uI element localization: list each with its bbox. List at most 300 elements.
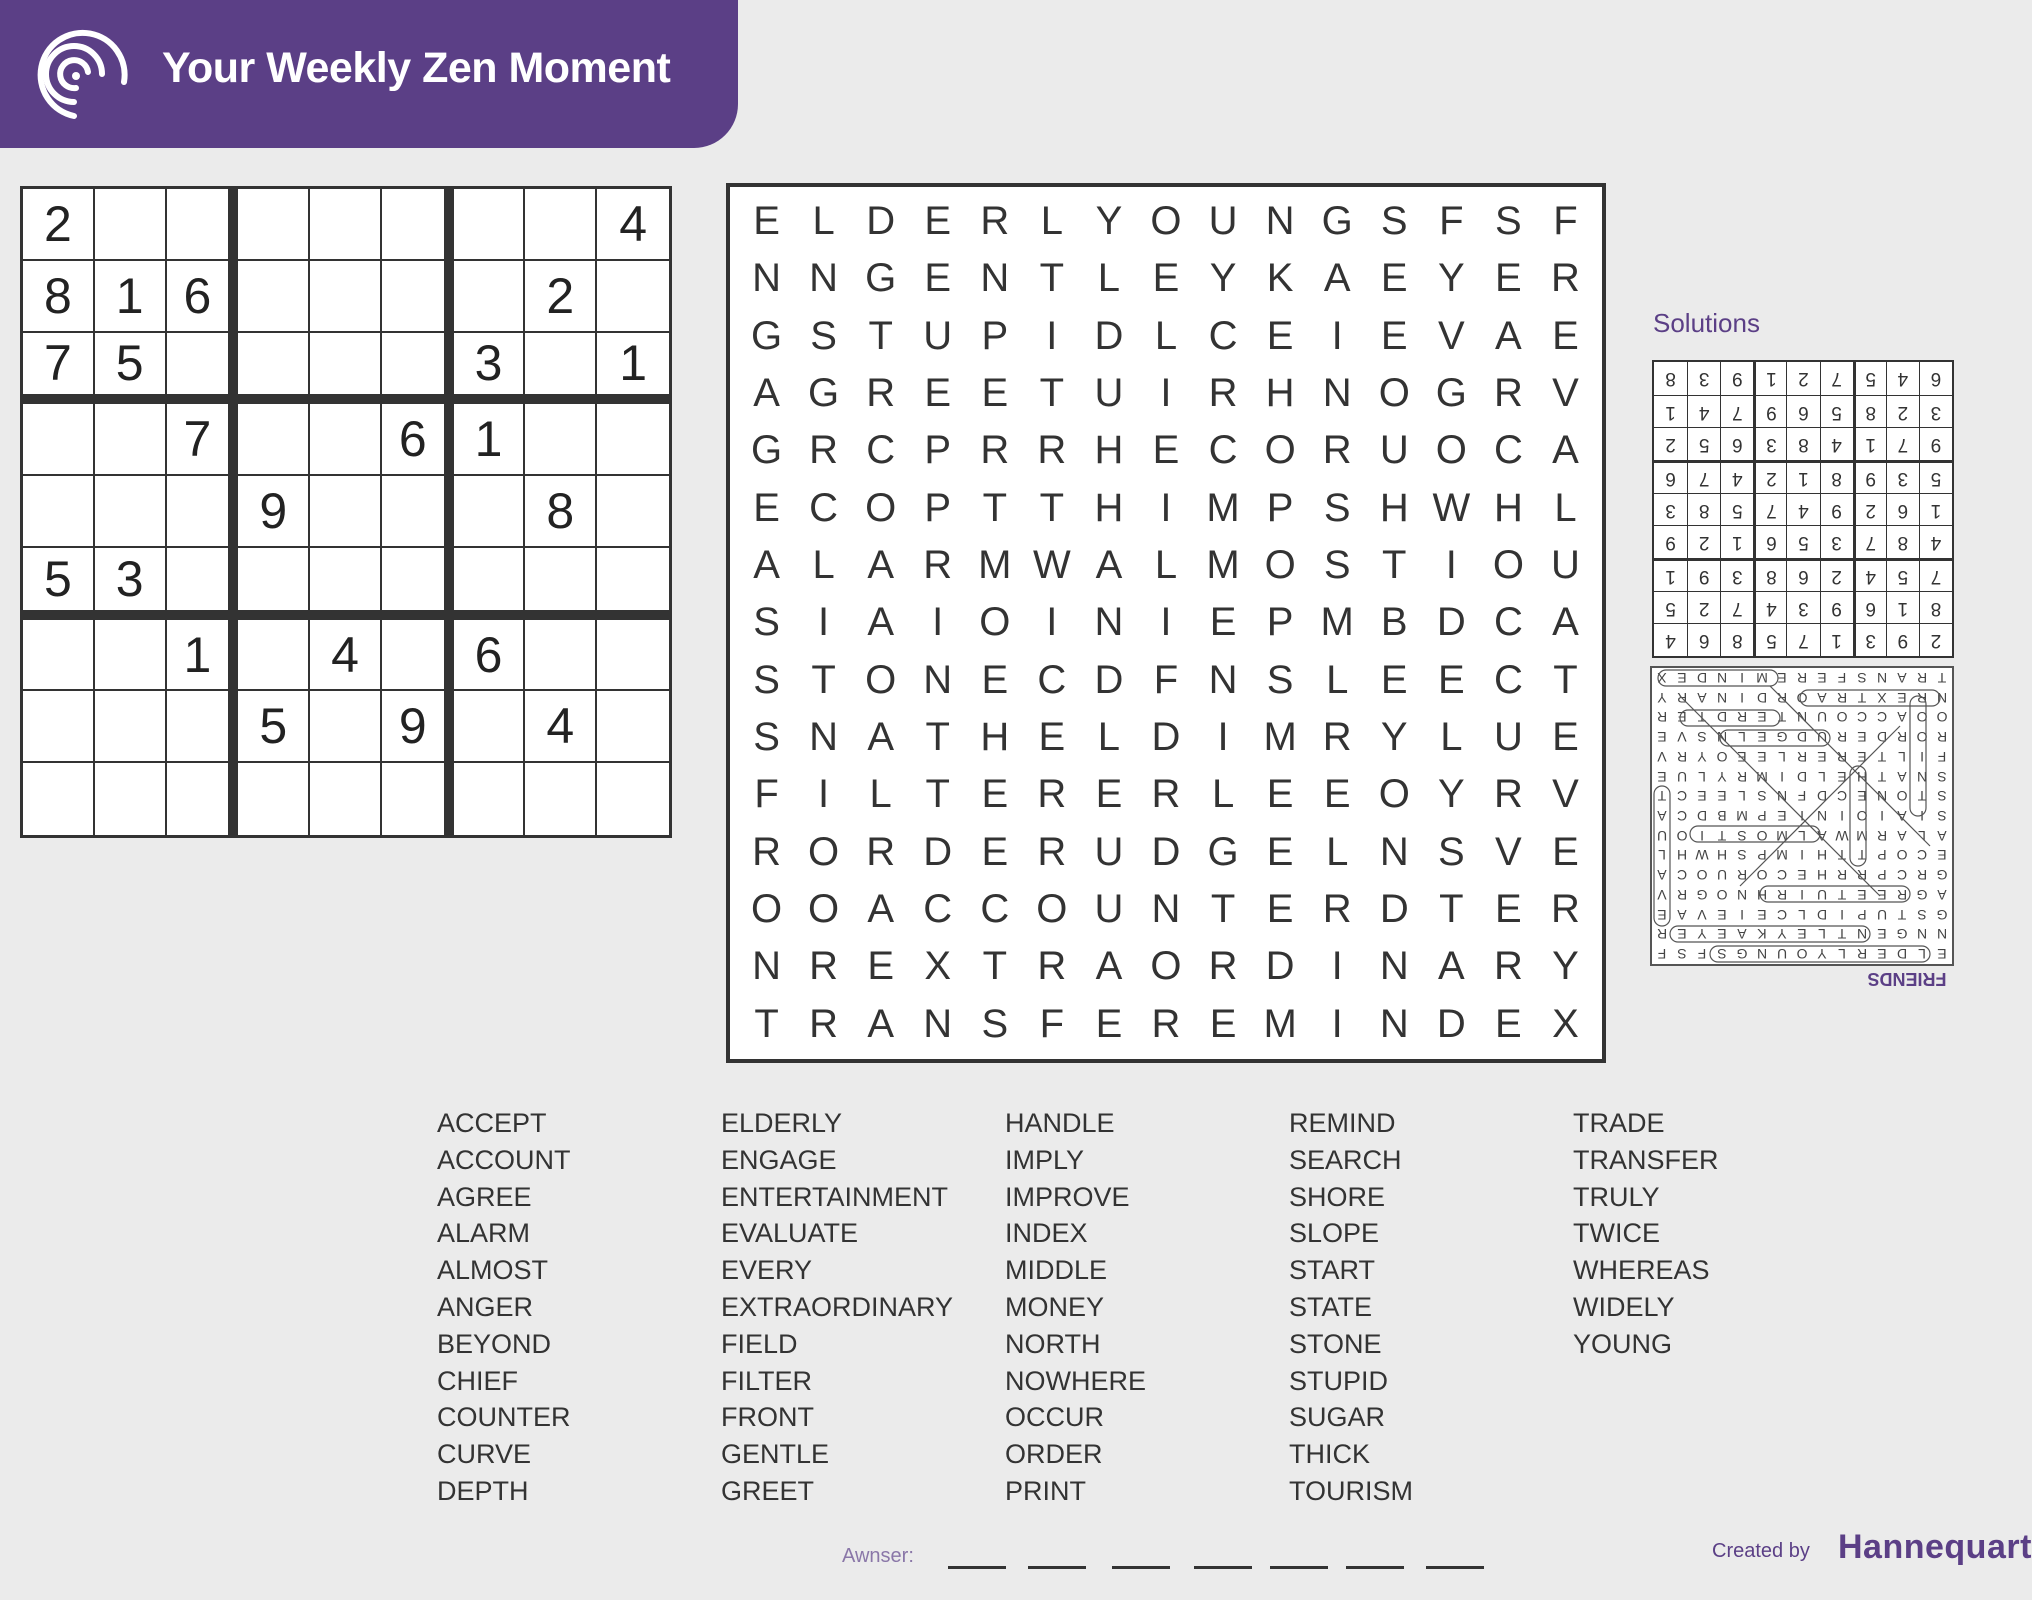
letter-cell[interactable]: R: [1322, 887, 1352, 932]
letter-cell[interactable]: T: [925, 772, 950, 817]
letter-cell[interactable]: A: [1323, 256, 1351, 301]
sudoku-cell[interactable]: [95, 763, 167, 835]
sudoku-cell[interactable]: [167, 333, 239, 405]
letter-cell[interactable]: A: [867, 887, 894, 932]
letter-cell[interactable]: L: [1554, 485, 1577, 530]
answer-letter-blank[interactable]: [1194, 1566, 1252, 1569]
letter-cell[interactable]: D: [866, 199, 896, 244]
letter-cell[interactable]: E: [1552, 715, 1579, 760]
answer-letter-blank[interactable]: [1346, 1566, 1404, 1569]
sudoku-cell[interactable]: [95, 691, 167, 763]
letter-cell[interactable]: V: [1495, 829, 1522, 874]
letter-cell[interactable]: A: [1552, 428, 1579, 473]
sudoku-cell[interactable]: [382, 763, 454, 835]
letter-cell[interactable]: O: [750, 887, 783, 932]
letter-cell[interactable]: Y: [1209, 256, 1237, 301]
letter-cell[interactable]: E: [1552, 829, 1579, 874]
letter-cell[interactable]: R: [1551, 887, 1580, 932]
letter-cell[interactable]: E: [1266, 772, 1294, 817]
sudoku-cell[interactable]: 2: [525, 261, 597, 333]
answer-letter-blank[interactable]: [1028, 1566, 1086, 1569]
letter-cell[interactable]: V: [1437, 313, 1465, 358]
letter-cell[interactable]: D: [1094, 313, 1124, 358]
letter-cell[interactable]: N: [980, 256, 1010, 301]
sudoku-cell[interactable]: [382, 476, 454, 548]
letter-cell[interactable]: G: [750, 313, 783, 358]
letter-cell[interactable]: E: [1380, 313, 1408, 358]
sudoku-cell[interactable]: 4: [597, 189, 669, 261]
letter-cell[interactable]: I: [1331, 313, 1343, 358]
letter-cell[interactable]: S: [1380, 199, 1408, 244]
letter-cell[interactable]: E: [1495, 256, 1522, 301]
letter-cell[interactable]: N: [752, 944, 781, 989]
sudoku-cell[interactable]: [167, 763, 239, 835]
letter-cell[interactable]: I: [1445, 543, 1457, 588]
letter-cell[interactable]: Y: [1437, 256, 1465, 301]
letter-cell[interactable]: L: [1097, 715, 1121, 760]
sudoku-cell[interactable]: [310, 261, 382, 333]
sudoku-cell[interactable]: [454, 476, 526, 548]
letter-cell[interactable]: R: [1208, 371, 1238, 416]
letter-cell[interactable]: H: [1094, 428, 1124, 473]
letter-cell[interactable]: E: [981, 371, 1009, 416]
letter-cell[interactable]: O: [1435, 428, 1467, 473]
letter-cell[interactable]: D: [1151, 829, 1181, 874]
sudoku-cell[interactable]: [310, 548, 382, 620]
letter-cell[interactable]: A: [867, 543, 894, 588]
letter-cell[interactable]: A: [867, 715, 894, 760]
letter-cell[interactable]: I: [818, 772, 830, 817]
sudoku-cell[interactable]: [95, 476, 167, 548]
letter-cell[interactable]: T: [754, 1001, 779, 1046]
letter-cell[interactable]: O: [1378, 371, 1410, 416]
letter-cell[interactable]: Y: [1380, 715, 1408, 760]
letter-cell[interactable]: R: [866, 371, 896, 416]
sudoku-cell[interactable]: [454, 691, 526, 763]
letter-cell[interactable]: E: [1266, 829, 1294, 874]
letter-cell[interactable]: E: [1209, 600, 1237, 645]
letter-cell[interactable]: E: [924, 199, 952, 244]
sudoku-cell[interactable]: [238, 189, 310, 261]
letter-cell[interactable]: T: [1039, 485, 1065, 530]
letter-cell[interactable]: R: [1037, 428, 1067, 473]
letter-cell[interactable]: L: [1326, 829, 1349, 874]
sudoku-cell[interactable]: 1: [597, 333, 669, 405]
sudoku-cell[interactable]: [310, 404, 382, 476]
letter-cell[interactable]: P: [924, 485, 952, 530]
sudoku-cell[interactable]: [23, 691, 95, 763]
letter-cell[interactable]: E: [924, 256, 952, 301]
letter-cell[interactable]: S: [1323, 543, 1351, 588]
letter-cell[interactable]: R: [923, 543, 953, 588]
letter-cell[interactable]: A: [1552, 600, 1579, 645]
letter-cell[interactable]: L: [812, 543, 835, 588]
sudoku-cell[interactable]: [95, 404, 167, 476]
letter-cell[interactable]: M: [1263, 1001, 1297, 1046]
letter-cell[interactable]: A: [753, 543, 780, 588]
letter-cell[interactable]: F: [1039, 1001, 1065, 1046]
letter-cell[interactable]: N: [1379, 1001, 1409, 1046]
sudoku-cell[interactable]: [310, 333, 382, 405]
letter-cell[interactable]: O: [979, 600, 1011, 645]
letter-cell[interactable]: S: [1437, 829, 1465, 874]
letter-cell[interactable]: R: [809, 1001, 839, 1046]
letter-cell[interactable]: R: [1151, 1001, 1181, 1046]
letter-cell[interactable]: N: [1379, 944, 1409, 989]
letter-cell[interactable]: U: [1208, 199, 1238, 244]
letter-cell[interactable]: D: [1436, 1001, 1466, 1046]
sudoku-cell[interactable]: [382, 548, 454, 620]
letter-cell[interactable]: N: [1151, 887, 1181, 932]
letter-cell[interactable]: C: [980, 887, 1010, 932]
letter-cell[interactable]: E: [1038, 715, 1066, 760]
letter-cell[interactable]: G: [808, 371, 840, 416]
letter-cell[interactable]: E: [753, 199, 780, 244]
letter-cell[interactable]: O: [1492, 543, 1524, 588]
letter-cell[interactable]: D: [1265, 944, 1295, 989]
letter-cell[interactable]: C: [809, 485, 839, 530]
letter-cell[interactable]: P: [981, 313, 1009, 358]
letter-cell[interactable]: T: [1553, 657, 1578, 702]
sudoku-cell[interactable]: [23, 404, 95, 476]
letter-cell[interactable]: V: [1552, 371, 1579, 416]
letter-cell[interactable]: C: [1493, 428, 1523, 473]
letter-cell[interactable]: G: [750, 428, 783, 473]
letter-cell[interactable]: E: [1323, 772, 1351, 817]
sudoku-cell[interactable]: [95, 620, 167, 692]
sudoku-cell[interactable]: 2: [23, 189, 95, 261]
letter-cell[interactable]: Y: [1552, 944, 1579, 989]
letter-cell[interactable]: O: [808, 887, 840, 932]
letter-cell[interactable]: I: [1046, 600, 1058, 645]
letter-cell[interactable]: C: [1493, 657, 1523, 702]
sudoku-cell[interactable]: [525, 620, 597, 692]
letter-cell[interactable]: U: [1094, 887, 1124, 932]
letter-cell[interactable]: D: [1436, 600, 1466, 645]
letter-cell[interactable]: C: [1037, 657, 1067, 702]
letter-cell[interactable]: R: [1493, 772, 1523, 817]
sudoku-cell[interactable]: [525, 333, 597, 405]
letter-cell[interactable]: G: [865, 256, 897, 301]
letter-cell[interactable]: A: [1437, 944, 1465, 989]
sudoku-cell[interactable]: [310, 189, 382, 261]
letter-cell[interactable]: U: [1379, 428, 1409, 473]
letter-cell[interactable]: E: [1152, 428, 1180, 473]
letter-cell[interactable]: L: [1440, 715, 1463, 760]
letter-cell[interactable]: L: [1097, 256, 1121, 301]
letter-cell[interactable]: E: [1209, 1001, 1237, 1046]
letter-cell[interactable]: N: [1322, 371, 1352, 416]
letter-cell[interactable]: L: [1211, 772, 1235, 817]
letter-cell[interactable]: E: [981, 657, 1009, 702]
sudoku-cell[interactable]: 6: [382, 404, 454, 476]
letter-cell[interactable]: P: [924, 428, 952, 473]
sudoku-cell[interactable]: [454, 189, 526, 261]
letter-cell[interactable]: D: [1379, 887, 1409, 932]
sudoku-cell[interactable]: [454, 548, 526, 620]
letter-cell[interactable]: R: [809, 428, 839, 473]
sudoku-cell[interactable]: [167, 476, 239, 548]
letter-cell[interactable]: A: [1095, 543, 1123, 588]
sudoku-cell[interactable]: [310, 763, 382, 835]
answer-blanks[interactable]: [948, 1566, 1488, 1576]
letter-cell[interactable]: O: [808, 829, 840, 874]
letter-cell[interactable]: E: [1552, 313, 1579, 358]
letter-cell[interactable]: T: [1039, 256, 1065, 301]
letter-cell[interactable]: N: [809, 715, 839, 760]
sudoku-cell[interactable]: [597, 548, 669, 620]
letter-cell[interactable]: E: [1152, 256, 1180, 301]
letter-cell[interactable]: I: [932, 600, 944, 645]
letter-cell[interactable]: X: [1552, 1001, 1579, 1046]
letter-cell[interactable]: R: [1322, 428, 1352, 473]
letter-cell[interactable]: I: [1331, 1001, 1343, 1046]
answer-letter-blank[interactable]: [1426, 1566, 1484, 1569]
sudoku-cell[interactable]: 1: [95, 261, 167, 333]
letter-cell[interactable]: E: [1266, 887, 1294, 932]
letter-cell[interactable]: H: [1379, 485, 1409, 530]
sudoku-cell[interactable]: [23, 476, 95, 548]
sudoku-cell[interactable]: [95, 189, 167, 261]
sudoku-cell[interactable]: [597, 476, 669, 548]
letter-cell[interactable]: I: [1160, 600, 1172, 645]
letter-cell[interactable]: L: [1040, 199, 1063, 244]
letter-cell[interactable]: C: [1493, 600, 1523, 645]
sudoku-cell[interactable]: [382, 189, 454, 261]
letter-cell[interactable]: T: [982, 485, 1008, 530]
letter-cell[interactable]: H: [980, 715, 1010, 760]
letter-cell[interactable]: R: [1493, 371, 1523, 416]
letter-cell[interactable]: P: [1266, 600, 1294, 645]
letter-cell[interactable]: L: [869, 772, 892, 817]
letter-cell[interactable]: S: [753, 715, 780, 760]
letter-cell[interactable]: N: [1208, 657, 1238, 702]
letter-cell[interactable]: R: [1037, 772, 1067, 817]
letter-cell[interactable]: G: [1207, 829, 1239, 874]
letter-cell[interactable]: N: [923, 1001, 953, 1046]
sudoku-cell[interactable]: [525, 763, 597, 835]
letter-cell[interactable]: O: [1264, 543, 1296, 588]
letter-cell[interactable]: L: [1326, 657, 1349, 702]
letter-cell[interactable]: G: [1435, 371, 1467, 416]
letter-cell[interactable]: G: [1321, 199, 1353, 244]
sudoku-cell[interactable]: [23, 763, 95, 835]
letter-cell[interactable]: X: [924, 944, 952, 989]
letter-cell[interactable]: R: [1551, 256, 1580, 301]
sudoku-cell[interactable]: [597, 404, 669, 476]
letter-cell[interactable]: E: [1095, 1001, 1123, 1046]
sudoku-cell[interactable]: 4: [310, 620, 382, 692]
sudoku-cell[interactable]: [525, 404, 597, 476]
letter-cell[interactable]: E: [867, 944, 894, 989]
sudoku-cell[interactable]: [238, 548, 310, 620]
letter-cell[interactable]: K: [1266, 256, 1294, 301]
letter-cell[interactable]: R: [809, 944, 839, 989]
sudoku-cell[interactable]: [597, 620, 669, 692]
letter-cell[interactable]: H: [1493, 485, 1523, 530]
letter-cell[interactable]: T: [1210, 887, 1236, 932]
letter-cell[interactable]: W: [1432, 485, 1471, 530]
letter-cell[interactable]: I: [818, 600, 830, 645]
sudoku-cell[interactable]: 3: [454, 333, 526, 405]
letter-cell[interactable]: R: [980, 199, 1010, 244]
letter-cell[interactable]: A: [867, 1001, 894, 1046]
sudoku-cell[interactable]: [382, 333, 454, 405]
letter-cell[interactable]: I: [1331, 944, 1343, 989]
letter-cell[interactable]: R: [752, 829, 781, 874]
letter-cell[interactable]: S: [753, 600, 780, 645]
letter-cell[interactable]: C: [923, 887, 953, 932]
sudoku-cell[interactable]: [167, 548, 239, 620]
letter-cell[interactable]: F: [1153, 657, 1179, 702]
letter-cell[interactable]: R: [1208, 944, 1238, 989]
letter-cell[interactable]: F: [1553, 199, 1578, 244]
letter-cell[interactable]: Y: [1095, 199, 1123, 244]
sudoku-cell[interactable]: [597, 261, 669, 333]
letter-cell[interactable]: O: [1378, 772, 1410, 817]
sudoku-cell[interactable]: 1: [454, 404, 526, 476]
letter-cell[interactable]: S: [810, 313, 837, 358]
sudoku-cell[interactable]: 5: [95, 333, 167, 405]
letter-cell[interactable]: T: [1439, 887, 1464, 932]
letter-cell[interactable]: U: [1094, 829, 1124, 874]
letter-cell[interactable]: T: [925, 715, 950, 760]
letter-cell[interactable]: T: [1382, 543, 1407, 588]
letter-cell[interactable]: E: [1495, 887, 1522, 932]
sudoku-cell[interactable]: [167, 691, 239, 763]
letter-cell[interactable]: M: [1206, 543, 1240, 588]
letter-cell[interactable]: R: [980, 428, 1010, 473]
letter-cell[interactable]: F: [754, 772, 779, 817]
letter-cell[interactable]: E: [1266, 313, 1294, 358]
sudoku-cell[interactable]: [238, 261, 310, 333]
letter-cell[interactable]: A: [1095, 944, 1123, 989]
letter-cell[interactable]: Y: [1437, 772, 1465, 817]
sudoku-cell[interactable]: [382, 261, 454, 333]
letter-cell[interactable]: E: [1495, 1001, 1522, 1046]
sudoku-cell[interactable]: 7: [167, 404, 239, 476]
letter-cell[interactable]: R: [1322, 715, 1352, 760]
letter-cell[interactable]: E: [981, 829, 1009, 874]
letter-cell[interactable]: R: [866, 829, 896, 874]
sudoku-cell[interactable]: [525, 189, 597, 261]
letter-cell[interactable]: E: [1095, 772, 1123, 817]
letter-cell[interactable]: P: [1266, 485, 1294, 530]
letter-cell[interactable]: O: [865, 657, 897, 702]
letter-cell[interactable]: U: [1493, 715, 1523, 760]
letter-cell[interactable]: D: [1094, 657, 1124, 702]
letter-cell[interactable]: B: [1380, 600, 1408, 645]
letter-cell[interactable]: M: [1320, 600, 1354, 645]
letter-cell[interactable]: I: [1160, 485, 1172, 530]
letter-cell[interactable]: S: [753, 657, 780, 702]
letter-cell[interactable]: S: [1323, 485, 1351, 530]
letter-cell[interactable]: L: [1154, 543, 1178, 588]
letter-cell[interactable]: N: [809, 256, 839, 301]
letter-cell[interactable]: A: [1495, 313, 1522, 358]
letter-cell[interactable]: O: [1264, 428, 1296, 473]
answer-letter-blank[interactable]: [948, 1566, 1006, 1569]
letter-cell[interactable]: N: [1094, 600, 1124, 645]
letter-cell[interactable]: A: [753, 371, 780, 416]
letter-cell[interactable]: A: [867, 600, 894, 645]
letter-cell[interactable]: O: [865, 485, 897, 530]
letter-cell[interactable]: L: [812, 199, 835, 244]
letter-cell[interactable]: S: [1495, 199, 1522, 244]
letter-cell[interactable]: I: [1046, 313, 1058, 358]
letter-cell[interactable]: S: [1266, 657, 1294, 702]
letter-cell[interactable]: C: [866, 428, 896, 473]
letter-cell[interactable]: L: [1154, 313, 1178, 358]
letter-cell[interactable]: D: [1151, 715, 1181, 760]
letter-cell[interactable]: D: [923, 829, 953, 874]
sudoku-cell[interactable]: 5: [238, 691, 310, 763]
letter-cell[interactable]: E: [753, 485, 780, 530]
letter-cell[interactable]: C: [1208, 428, 1238, 473]
letter-cell[interactable]: N: [923, 657, 953, 702]
sudoku-cell[interactable]: [597, 691, 669, 763]
letter-cell[interactable]: E: [1437, 657, 1465, 702]
sudoku-cell[interactable]: 9: [238, 476, 310, 548]
letter-cell[interactable]: H: [1265, 371, 1295, 416]
letter-cell[interactable]: S: [981, 1001, 1009, 1046]
sudoku-cell[interactable]: 8: [525, 476, 597, 548]
sudoku-cell[interactable]: 6: [454, 620, 526, 692]
sudoku-cell[interactable]: [238, 763, 310, 835]
letter-cell[interactable]: N: [1379, 829, 1409, 874]
letter-cell[interactable]: M: [978, 543, 1012, 588]
letter-cell[interactable]: N: [1265, 199, 1295, 244]
sudoku-cell[interactable]: [238, 333, 310, 405]
sudoku-cell[interactable]: [310, 691, 382, 763]
letter-cell[interactable]: T: [811, 657, 836, 702]
sudoku-cell[interactable]: [238, 620, 310, 692]
letter-cell[interactable]: O: [1150, 199, 1182, 244]
letter-cell[interactable]: E: [924, 371, 952, 416]
letter-cell[interactable]: T: [1039, 371, 1065, 416]
letter-cell[interactable]: C: [1208, 313, 1238, 358]
letter-cell[interactable]: W: [1032, 543, 1071, 588]
letter-cell[interactable]: N: [752, 256, 781, 301]
sudoku-cell[interactable]: 3: [95, 548, 167, 620]
letter-cell[interactable]: U: [1551, 543, 1580, 588]
sudoku-cell[interactable]: [525, 548, 597, 620]
sudoku-cell[interactable]: 7: [23, 333, 95, 405]
letter-cell[interactable]: I: [1160, 371, 1172, 416]
letter-cell[interactable]: R: [1151, 772, 1181, 817]
sudoku-cell[interactable]: 5: [23, 548, 95, 620]
letter-cell[interactable]: E: [981, 772, 1009, 817]
letter-cell[interactable]: E: [1380, 256, 1408, 301]
sudoku-cell[interactable]: 6: [167, 261, 239, 333]
sudoku-cell[interactable]: [454, 261, 526, 333]
sudoku-cell[interactable]: [597, 763, 669, 835]
answer-letter-blank[interactable]: [1112, 1566, 1170, 1569]
sudoku-cell[interactable]: [23, 620, 95, 692]
letter-cell[interactable]: T: [982, 944, 1008, 989]
letter-cell[interactable]: T: [868, 313, 893, 358]
letter-cell[interactable]: I: [1217, 715, 1229, 760]
letter-cell[interactable]: O: [1036, 887, 1068, 932]
sudoku-cell[interactable]: 1: [167, 620, 239, 692]
letter-cell[interactable]: E: [1380, 657, 1408, 702]
letter-cell[interactable]: M: [1263, 715, 1297, 760]
letter-cell[interactable]: O: [1150, 944, 1182, 989]
letter-cell[interactable]: F: [1439, 199, 1464, 244]
letter-cell[interactable]: V: [1552, 772, 1579, 817]
letter-cell[interactable]: U: [1094, 371, 1124, 416]
letter-cell[interactable]: R: [1493, 944, 1523, 989]
